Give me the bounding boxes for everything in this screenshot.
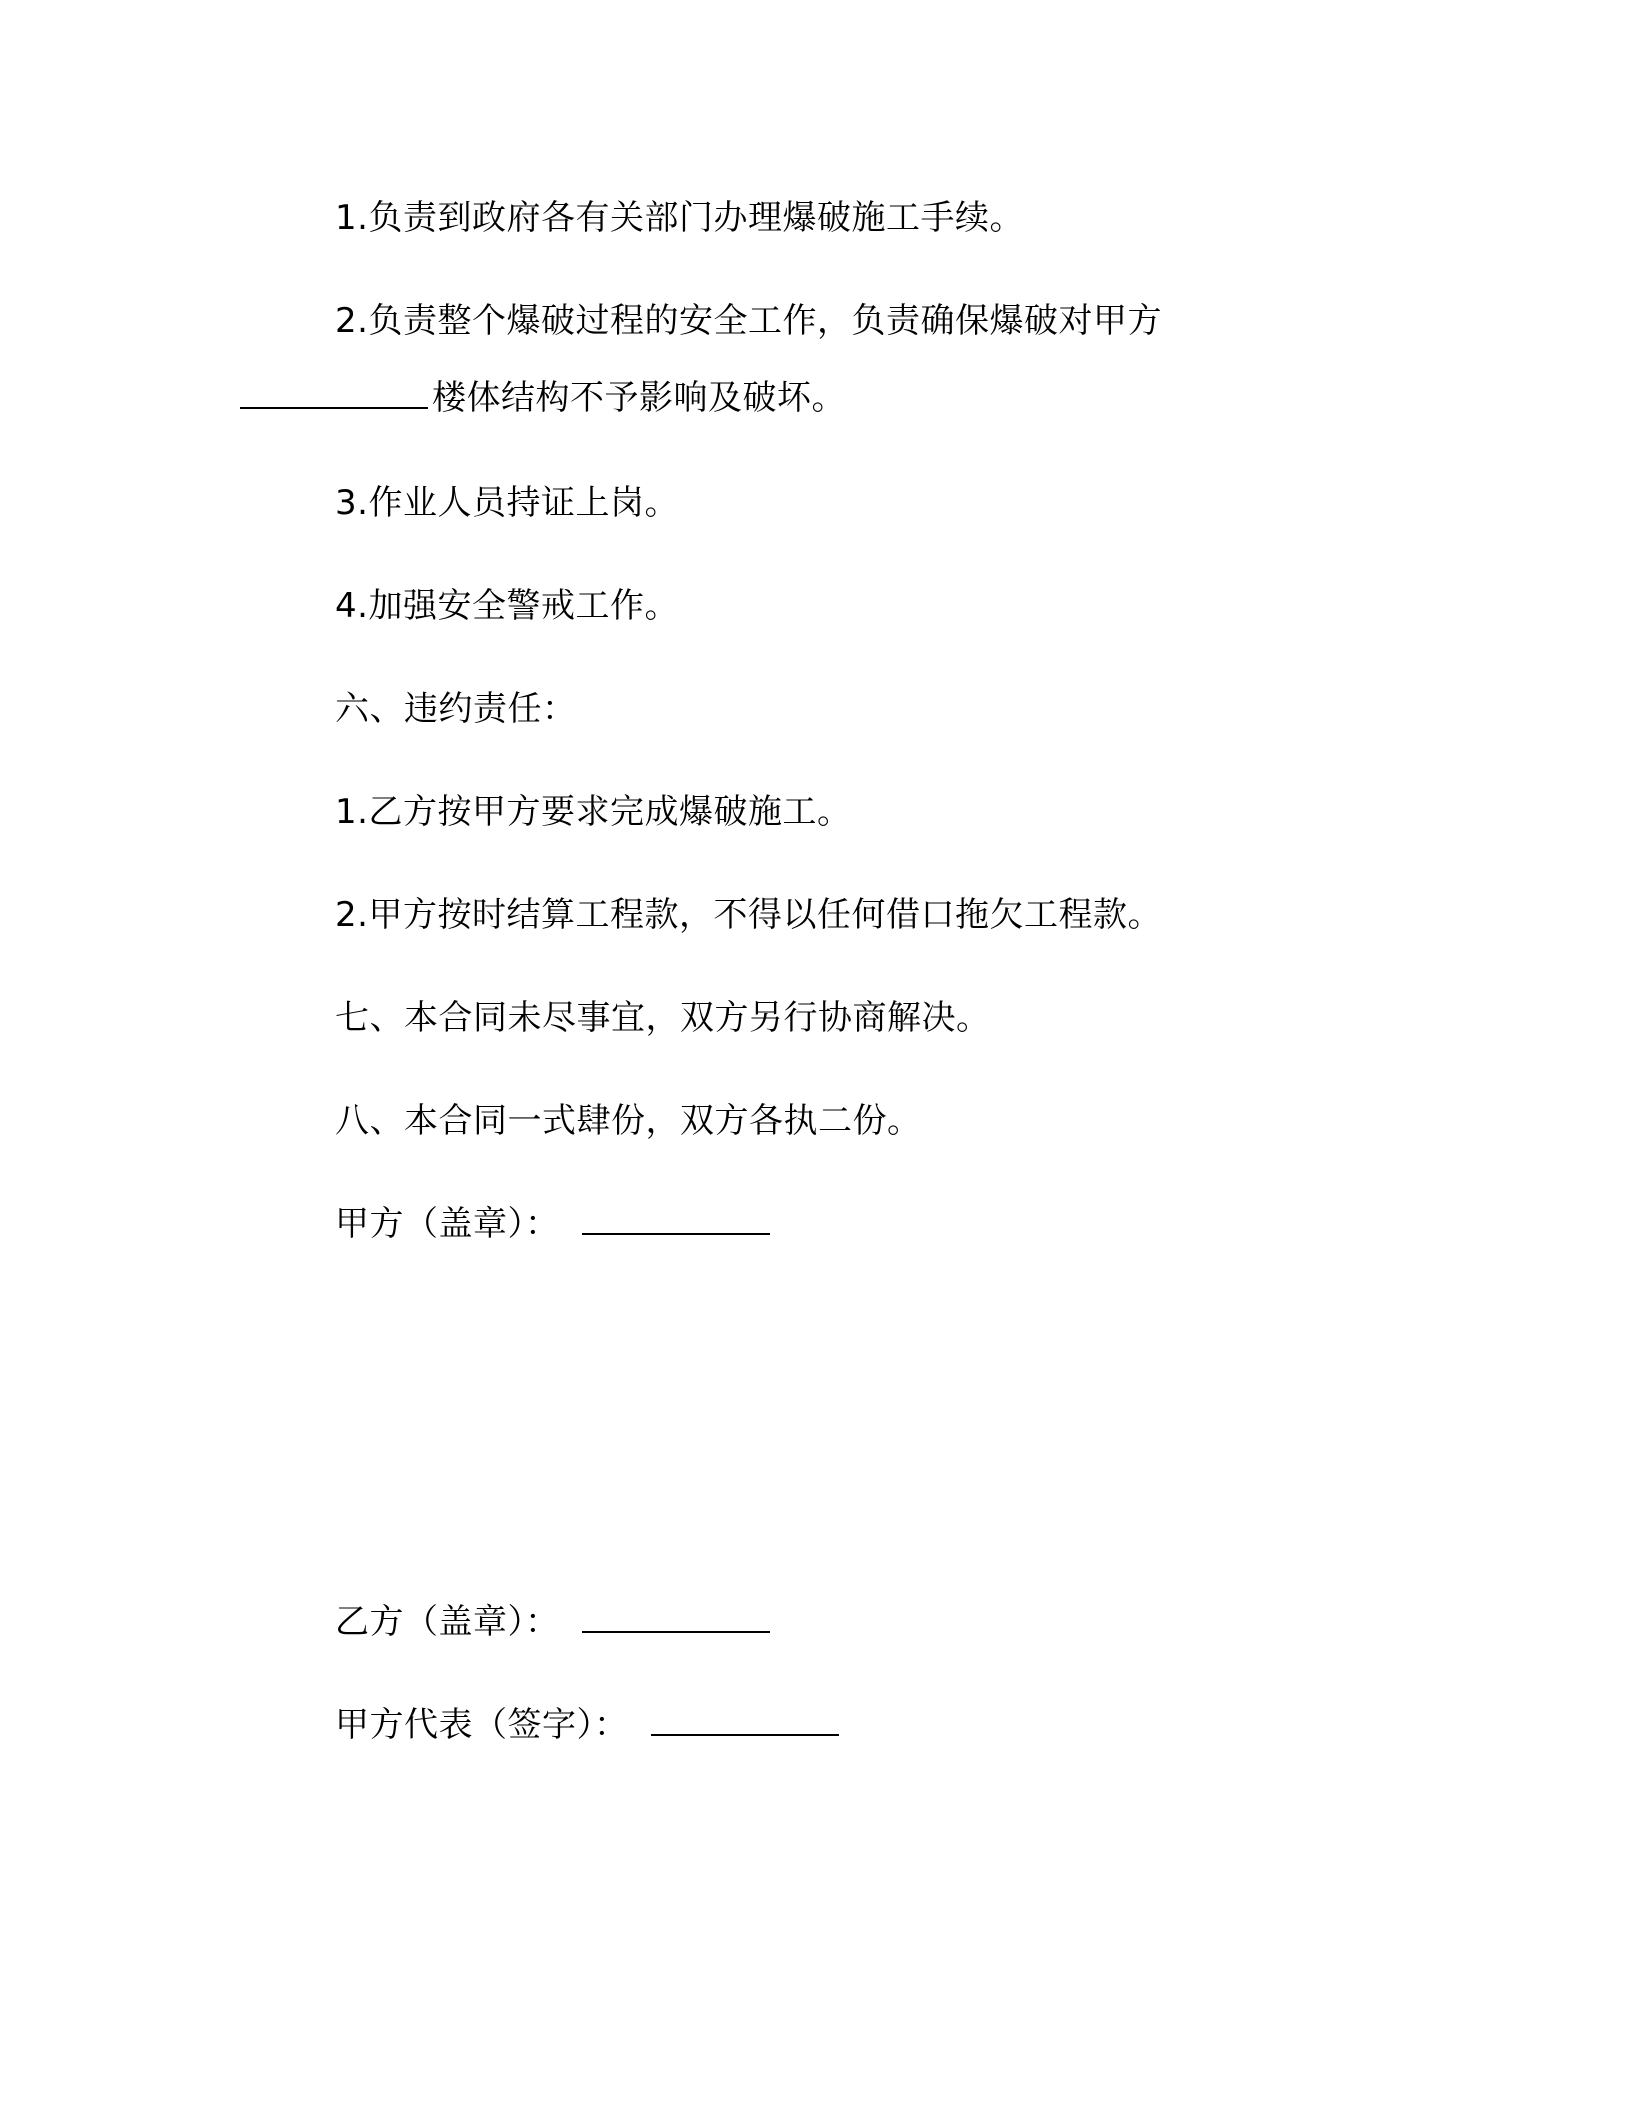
signature-party-b: [335, 1600, 770, 1644]
clause-2-continuation: [240, 376, 846, 420]
section-eight: 八、本合同一式肆份，双方各执二份。: [335, 1101, 922, 1141]
section-heading-breach: 六、违约责任：: [335, 689, 577, 729]
breach-clause-2: 2.甲方按时结算工程款，不得以任何借口拖欠工程款。: [335, 895, 1162, 935]
signature-party-a-label: 甲方（盖章）：: [335, 1204, 560, 1244]
signature-party-a-blank[interactable]: [582, 1203, 770, 1235]
clause-2: 2.负责整个爆破过程的安全工作，负责确保爆破对甲方: [335, 301, 1162, 341]
clause-3: 3.作业人员持证上岗。: [335, 483, 679, 523]
clause-1: 1.负责到政府各有关部门办理爆破施工手续。: [335, 198, 1024, 238]
clause-2-tail: 楼体结构不予影响及破坏。: [432, 378, 846, 418]
signature-party-a-rep-blank[interactable]: [651, 1704, 839, 1736]
signature-party-a-rep: [335, 1703, 839, 1747]
signature-party-b-label: 乙方（盖章）：: [335, 1602, 560, 1642]
signature-party-b-blank[interactable]: [582, 1601, 770, 1633]
signature-party-a-rep-label: 甲方代表（签字）：: [335, 1705, 629, 1745]
signature-party-a: [335, 1202, 770, 1246]
fill-in-blank[interactable]: [240, 377, 428, 409]
section-seven: 七、本合同未尽事宜，双方另行协商解决。: [335, 998, 991, 1038]
breach-clause-1: 1.乙方按甲方要求完成爆破施工。: [335, 792, 852, 832]
clause-4: 4.加强安全警戒工作。: [335, 586, 679, 626]
